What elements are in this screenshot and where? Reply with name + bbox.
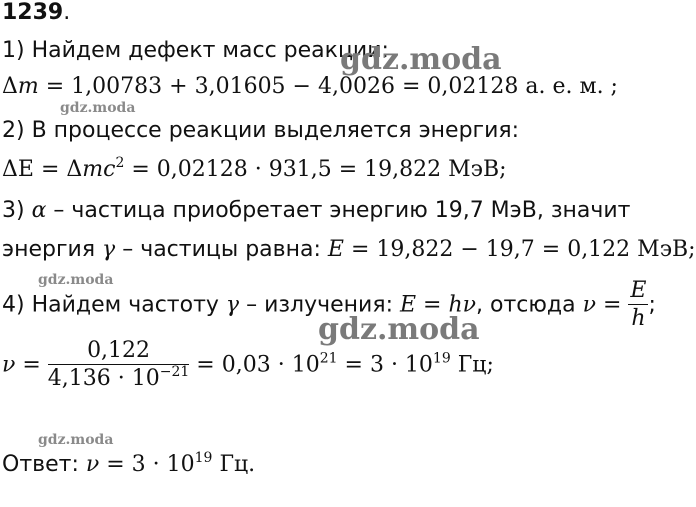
fraction-numerator: E bbox=[630, 278, 647, 303]
gamma-energy-prefix: энергия bbox=[2, 237, 103, 262]
exponent-19: 19 bbox=[432, 350, 451, 367]
nu-symbol: ν bbox=[582, 292, 596, 318]
denominator-base: 4,136 · 10 bbox=[47, 366, 160, 391]
gamma-energy-line bbox=[2, 237, 696, 263]
mass-defect-values: = 1,00783 + 3,01605 − 4,0026 = 0,02128 а. е. м. ; bbox=[38, 74, 618, 99]
watermark: gdz.moda bbox=[38, 272, 114, 288]
problem-number bbox=[2, 0, 70, 25]
step2-text: 2) В процессе реакции выделяется энергия: bbox=[2, 118, 520, 143]
frequency-mid2: = 3 · 10 bbox=[337, 352, 433, 378]
delta-symbol: Δ bbox=[2, 74, 18, 99]
step4-prefix: 4) Найдем частоту bbox=[2, 292, 226, 318]
frequency-mid: = 0,03 · 10 bbox=[189, 352, 320, 378]
problem-number-dot: . bbox=[63, 0, 71, 25]
exp-2: 2 bbox=[115, 155, 125, 171]
gamma-energy-mid: – частицы равна: bbox=[115, 237, 328, 262]
step1-heading bbox=[2, 38, 389, 64]
mass-defect-equation bbox=[2, 74, 618, 100]
fraction-denominator bbox=[48, 365, 190, 393]
var-E: E bbox=[400, 292, 417, 318]
exponent-21: 21 bbox=[319, 350, 338, 367]
watermark: gdz.moda bbox=[38, 432, 114, 448]
var-m: m bbox=[17, 74, 39, 99]
var-E: E bbox=[327, 237, 344, 262]
fraction-denominator: h bbox=[631, 306, 646, 331]
step2-heading bbox=[2, 118, 519, 144]
var-c: c bbox=[103, 157, 116, 182]
step3-body: – частица приобретает энергию 19,7 МэВ, значит bbox=[46, 198, 631, 223]
var-h: h bbox=[448, 292, 463, 318]
denominator-exponent: −21 bbox=[159, 364, 190, 380]
answer-value: = 3 · 10 bbox=[99, 452, 195, 477]
var-m: m bbox=[82, 157, 104, 182]
answer-unit: Гц. bbox=[212, 452, 256, 477]
frequency-unit: Гц; bbox=[450, 352, 494, 378]
step4-mid: – излучения: bbox=[239, 292, 400, 318]
frequency-fraction bbox=[48, 338, 190, 393]
equals: = bbox=[595, 292, 629, 318]
equals: = bbox=[15, 352, 48, 378]
alpha-symbol: α bbox=[31, 198, 47, 223]
step3-text bbox=[2, 198, 631, 224]
step3-prefix: 3) bbox=[2, 198, 32, 223]
nu-symbol: ν bbox=[85, 452, 100, 477]
watermark: gdz.moda bbox=[60, 100, 136, 116]
answer-label: Ответ: bbox=[2, 452, 86, 477]
energy-lhs: ΔE = Δ bbox=[2, 157, 83, 182]
gamma-symbol: γ bbox=[102, 237, 116, 262]
step4-hence: , отсюда bbox=[476, 292, 583, 318]
answer-exponent: 19 bbox=[194, 450, 213, 466]
answer-line bbox=[2, 452, 255, 478]
watermark: gdz.moda bbox=[318, 312, 480, 347]
watermark: gdz.moda bbox=[340, 42, 502, 77]
gamma-energy-values: = 19,822 − 19,7 = 0,122 МэВ; bbox=[343, 237, 696, 262]
problem-number-text: 1239 bbox=[2, 0, 64, 25]
energy-equation bbox=[2, 157, 507, 183]
fraction-numerator: 0,122 bbox=[48, 338, 190, 365]
nu-symbol: ν bbox=[2, 352, 16, 378]
equals: = bbox=[416, 292, 449, 318]
gamma-symbol: γ bbox=[225, 292, 240, 318]
fraction-e-over-h bbox=[628, 278, 648, 333]
nu-symbol: ν bbox=[462, 292, 477, 318]
step1-text: 1) Найдем дефект масс реакции: bbox=[2, 38, 389, 63]
energy-values: = 0,02128 · 931,5 = 19,822 МэВ; bbox=[124, 157, 507, 182]
semicolon: ; bbox=[648, 292, 656, 318]
